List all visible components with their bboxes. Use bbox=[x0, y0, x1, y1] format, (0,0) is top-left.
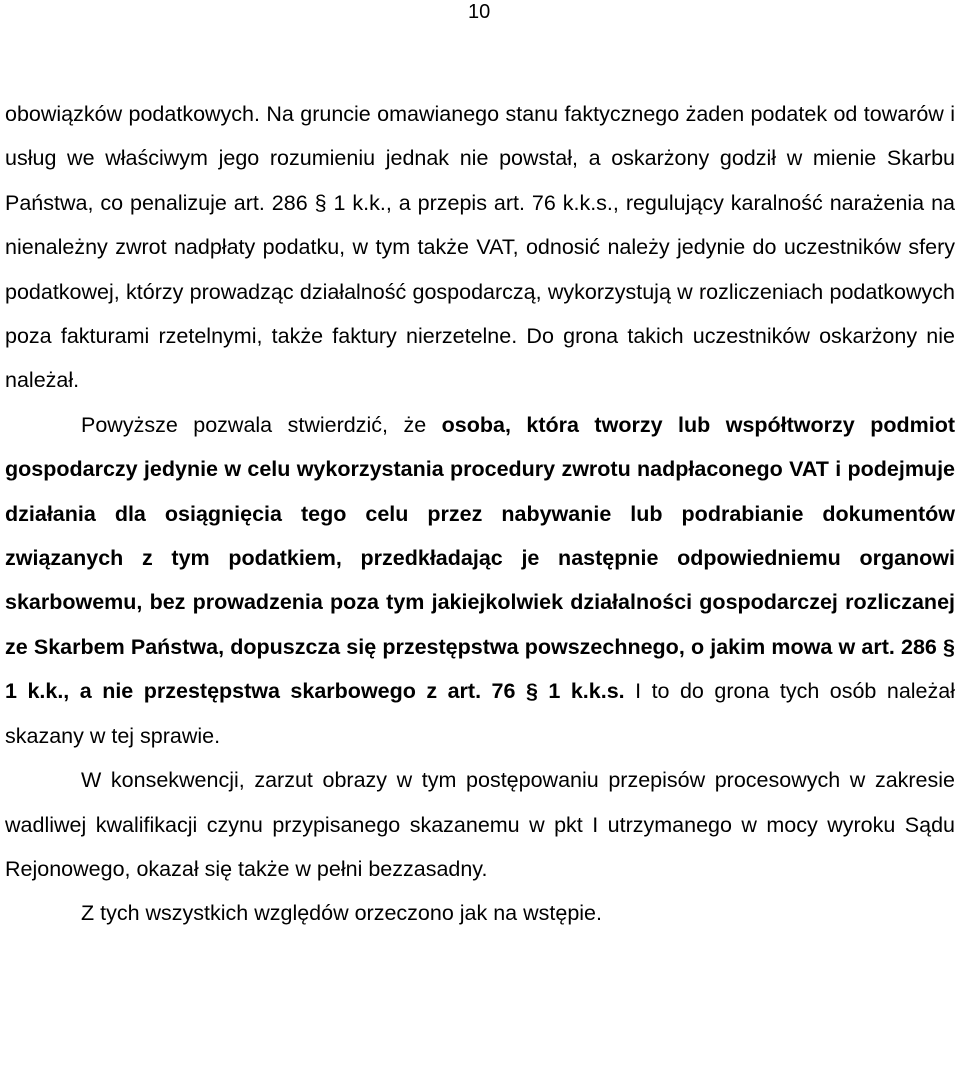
page-number: 10 bbox=[468, 1, 491, 23]
section-sign: § bbox=[314, 190, 327, 215]
text-run: Powyższe pozwala stwierdzić, że bbox=[81, 412, 442, 437]
bold-text-run: osoba, która tworzy lub współtworzy podmiot gospodarczy jedynie w celu wykorzystania procedury zwrotu nadpłaconego VAT i podejmuje działania dla osiągnięcia tego celu przez nabywanie lub podrabianie dokumentów związanych z tym podatkiem, przedkładając je następnie odpowiedniemu organowi skarbowemu, bez prowadzenia poza tym jakiejkolwiek działalności gospodarczej rozliczanej ze Skarbem Państwa, dopuszcza się przestępstwa powszechnego, o jakim mowa w art. 286 bbox=[5, 412, 955, 659]
paragraph-4 bbox=[5, 891, 955, 935]
bold-text-run: 1 k.k.s. bbox=[537, 679, 625, 704]
document-body bbox=[5, 92, 955, 936]
section-sign: § bbox=[525, 679, 538, 704]
text-run: W konsekwencji, zarzut obrazy w tym postępowaniu przepisów procesowych w zakresie wadliwej kwalifikacji czynu przypisanego skazanemu w pkt I utrzymanego w mocy wyroku Sądu Rejonowego, okazał się także w pełni bezzasadny. bbox=[5, 768, 955, 881]
text-run: Z tych wszystkich względów orzeczono jak na wstępie. bbox=[81, 901, 602, 926]
paragraph-3 bbox=[5, 758, 955, 891]
text-run: obowiązków podatkowych. Na gruncie omawianego stanu faktycznego żaden podatek od towarów i usług we właściwym jego rozumieniu jednak nie powstał, a oskarżony godził w mienie Skarbu Państwa, co penalizuje art. 286 bbox=[5, 102, 955, 215]
section-sign: § bbox=[943, 634, 955, 659]
bold-text-run: 1 k.k., a nie przestępstwa skarbowego z art. 76 bbox=[5, 679, 526, 704]
paragraph-1 bbox=[5, 92, 955, 403]
paragraph-2 bbox=[5, 403, 955, 758]
text-run: I to do grona tych osób należał skazany w tej sprawie. bbox=[5, 679, 955, 748]
text-run: 1 k.k., a przepis art. 76 k.k.s., regulujący karalność narażenia na nienależny zwrot nadpłaty podatku, w tym także VAT, odnosić należy jedynie do uczestników sfery podatkowej, którzy prowadząc działalność gospodarczą, wykorzystują w rozliczeniach podatkowych poza fakturami rzetelnymi, także faktury nierzetelne. Do grona takich uczestników oskarżony nie należał. bbox=[5, 190, 955, 393]
